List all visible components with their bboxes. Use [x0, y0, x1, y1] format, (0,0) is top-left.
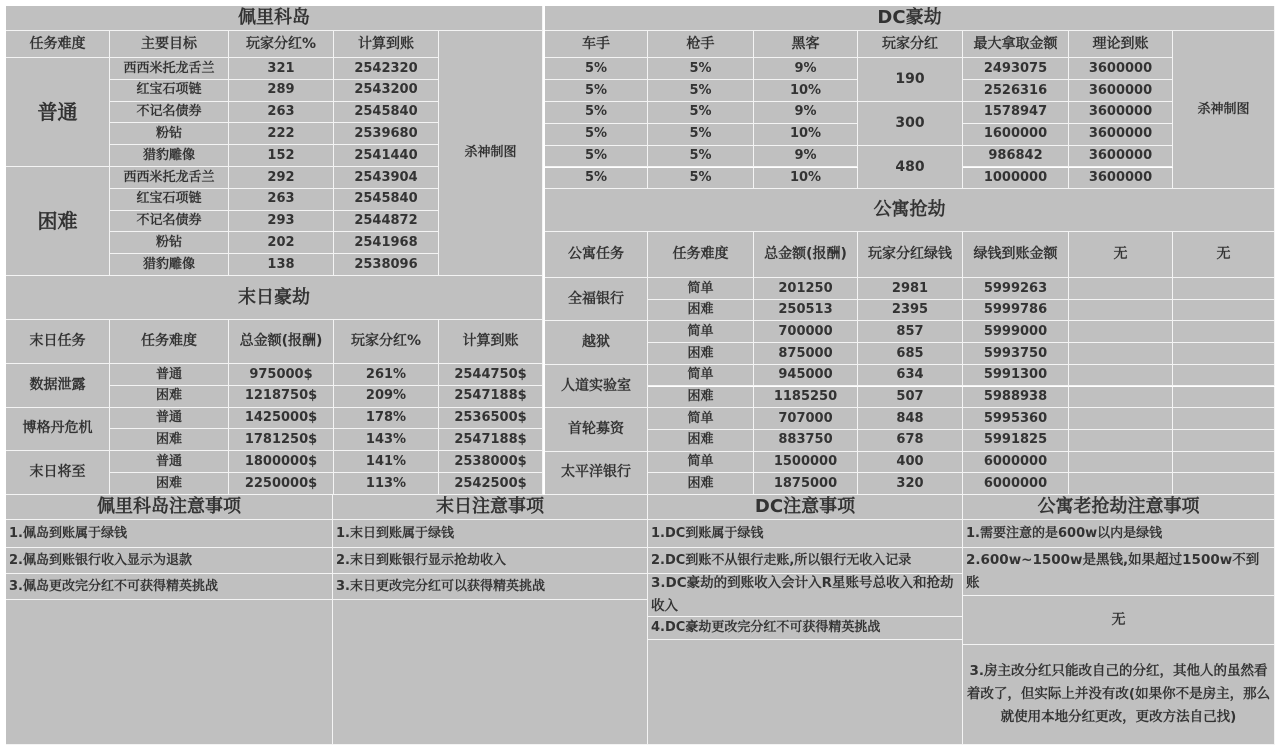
dc-header: 车手: [545, 31, 648, 58]
doomsday-title: 末日豪劫: [6, 276, 543, 320]
perico-amount: 2545840: [334, 102, 439, 124]
perico-target: 猎豹雕像: [110, 145, 229, 167]
apartment-mission: 首轮募资: [545, 408, 648, 451]
apartment-header: 无: [1173, 232, 1275, 278]
doomsday-total: 1800000$: [229, 451, 334, 473]
perico-title: 佩里科岛: [6, 6, 543, 31]
apartment-empty-cell: [1069, 473, 1173, 495]
note-item: 3.DC豪劫的到账收入会计入R星账号总收入和抢劫收入: [648, 574, 963, 617]
apartment-total: 700000: [754, 321, 858, 343]
dc-header: 黑客: [754, 31, 858, 58]
perico-amount: 2538096: [334, 254, 439, 276]
apartment-share: 320: [858, 473, 963, 495]
dc-gunner-cut: 5%: [648, 146, 754, 168]
doomsday-amount: 2536500$: [439, 408, 543, 430]
apartment-total: 707000: [754, 408, 858, 430]
doomsday-difficulty: 困难: [110, 386, 229, 408]
perico-pct: 293: [229, 211, 334, 233]
dc-gunner-cut: 5%: [648, 124, 754, 146]
doomsday-total: 2250000$: [229, 473, 334, 495]
dc-expected: 3600000: [1069, 124, 1173, 146]
apartment-share: 857: [858, 321, 963, 343]
dc-max-take: 986842: [963, 146, 1069, 168]
dc-driver-cut: 5%: [545, 80, 648, 102]
doomsday-difficulty: 困难: [110, 473, 229, 495]
apartment-green: 6000000: [963, 473, 1069, 495]
perico-pct: 321: [229, 58, 334, 80]
dc-driver-cut: 5%: [545, 168, 648, 190]
apartment-green: 5991825: [963, 430, 1069, 452]
dc-hacker-cut: 10%: [754, 124, 858, 146]
apartment-header: 任务难度: [648, 232, 754, 278]
dc-expected: 3600000: [1069, 146, 1173, 168]
note-item: 3.末日更改完分红可以获得精英挑战: [333, 574, 648, 600]
note-item: 3.房主改分红只能改自己的分红，其他人的虽然看着改了，但实际上并没有改(如果你不是房主，那么就使用本地分红更改，更改方法自己找): [963, 645, 1275, 745]
dc-hacker-cut: 10%: [754, 168, 858, 190]
note-item: 1.佩岛到账属于绿钱: [6, 520, 333, 548]
perico-difficulty: 困难: [6, 167, 110, 276]
dc-hacker-cut: 9%: [754, 146, 858, 168]
apartment-header: 绿钱到账金额: [963, 232, 1069, 278]
apartment-empty-cell: [1173, 321, 1275, 343]
apartment-difficulty: 简单: [648, 278, 754, 300]
perico-amount: 2545840: [334, 189, 439, 211]
dc-expected: 3600000: [1069, 168, 1173, 190]
apartment-empty-cell: [1069, 343, 1173, 365]
note-item: 1.末日到账属于绿钱: [333, 520, 648, 548]
notes-title: 公寓老抢劫注意事项: [963, 495, 1275, 520]
apartment-share: 634: [858, 365, 963, 387]
dc-header: 枪手: [648, 31, 754, 58]
perico-header: 玩家分红%: [229, 31, 334, 58]
dc-max-take: 2493075: [963, 58, 1069, 80]
perico-target: 红宝石项链: [110, 80, 229, 102]
apartment-total: 1500000: [754, 452, 858, 474]
apartment-green: 5991300: [963, 365, 1069, 387]
apartment-total: 1875000: [754, 473, 858, 495]
doomsday-difficulty: 普通: [110, 408, 229, 430]
doomsday-difficulty: 普通: [110, 451, 229, 473]
apartment-empty-cell: [1173, 365, 1275, 387]
apartment-mission: 越狱: [545, 321, 648, 364]
apartment-difficulty: 困难: [648, 430, 754, 452]
apartment-share: 2981: [858, 278, 963, 300]
apartment-empty-cell: [1173, 300, 1275, 322]
dc-hacker-cut: 9%: [754, 102, 858, 124]
dc-driver-cut: 5%: [545, 146, 648, 168]
apartment-mission: 太平洋银行: [545, 452, 648, 495]
doomsday-mission: 博格丹危机: [6, 408, 110, 452]
apartment-title: 公寓抢劫: [545, 189, 1275, 232]
perico-target: 不记名债券: [110, 102, 229, 124]
dc-max-take: 2526316: [963, 80, 1069, 102]
notes-title: 末日注意事项: [333, 495, 648, 520]
dc-hacker-cut: 9%: [754, 58, 858, 80]
perico-side-label: 杀神制图: [439, 31, 543, 276]
doomsday-header: 总金额(报酬): [229, 320, 334, 364]
doomsday-pct: 143%: [334, 429, 439, 451]
apartment-empty-cell: [1173, 278, 1275, 300]
dc-player-share: 190: [858, 58, 963, 102]
perico-pct: 138: [229, 254, 334, 276]
apartment-mission: 全福银行: [545, 278, 648, 321]
note-item: 无: [963, 596, 1275, 645]
apartment-empty-cell: [1069, 387, 1173, 409]
apartment-difficulty: 困难: [648, 473, 754, 495]
apartment-green: 5999786: [963, 300, 1069, 322]
perico-pct: 263: [229, 102, 334, 124]
perico-amount: 2541968: [334, 232, 439, 254]
notes-empty-area: [6, 600, 333, 745]
doomsday-mission: 数据泄露: [6, 364, 110, 408]
doomsday-amount: 2544750$: [439, 364, 543, 386]
doomsday-total: 975000$: [229, 364, 334, 386]
doomsday-header: 玩家分红%: [334, 320, 439, 364]
apartment-share: 848: [858, 408, 963, 430]
dc-driver-cut: 5%: [545, 102, 648, 124]
perico-pct: 289: [229, 80, 334, 102]
apartment-green: 5999263: [963, 278, 1069, 300]
dc-player-share: 480: [858, 146, 963, 190]
dc-hacker-cut: 10%: [754, 80, 858, 102]
doomsday-total: 1218750$: [229, 386, 334, 408]
apartment-empty-cell: [1173, 343, 1275, 365]
note-item: 2.末日到账银行显示抢劫收入: [333, 548, 648, 574]
apartment-empty-cell: [1173, 473, 1275, 495]
apartment-difficulty: 简单: [648, 452, 754, 474]
apartment-total: 883750: [754, 430, 858, 452]
perico-pct: 222: [229, 123, 334, 145]
notes-title: DC注意事项: [648, 495, 963, 520]
note-item: 1.需要注意的是600w以内是绿钱: [963, 520, 1275, 548]
apartment-empty-cell: [1173, 387, 1275, 409]
note-item: 4.DC豪劫更改完分红不可获得精英挑战: [648, 617, 963, 640]
perico-amount: 2541440: [334, 145, 439, 167]
notes-empty-area: [333, 600, 648, 745]
doomsday-pct: 261%: [334, 364, 439, 386]
doomsday-amount: 2542500$: [439, 473, 543, 495]
apartment-difficulty: 困难: [648, 387, 754, 409]
dc-side-label: 杀神制图: [1173, 31, 1275, 189]
doomsday-pct: 178%: [334, 408, 439, 430]
perico-target: 红宝石项链: [110, 189, 229, 211]
doomsday-header: 计算到账: [439, 320, 543, 364]
doomsday-difficulty: 困难: [110, 429, 229, 451]
dc-gunner-cut: 5%: [648, 102, 754, 124]
apartment-mission: 人道实验室: [545, 365, 648, 408]
apartment-empty-cell: [1069, 300, 1173, 322]
apartment-total: 250513: [754, 300, 858, 322]
apartment-share: 678: [858, 430, 963, 452]
apartment-total: 201250: [754, 278, 858, 300]
perico-amount: 2539680: [334, 123, 439, 145]
apartment-share: 507: [858, 387, 963, 409]
dc-player-share: 300: [858, 102, 963, 146]
apartment-difficulty: 简单: [648, 365, 754, 387]
apartment-empty-cell: [1069, 365, 1173, 387]
doomsday-amount: 2547188$: [439, 386, 543, 408]
apartment-difficulty: 困难: [648, 300, 754, 322]
doomsday-difficulty: 普通: [110, 364, 229, 386]
doomsday-pct: 141%: [334, 451, 439, 473]
note-item: 2.600w~1500w是黑钱,如果超过1500w不到账: [963, 548, 1275, 596]
perico-target: 西西米托龙舌兰: [110, 167, 229, 189]
apartment-empty-cell: [1069, 408, 1173, 430]
dc-header: 玩家分红: [858, 31, 963, 58]
dc-expected: 3600000: [1069, 58, 1173, 80]
note-item: 1.DC到账属于绿钱: [648, 520, 963, 548]
dc-expected: 3600000: [1069, 102, 1173, 124]
doomsday-total: 1425000$: [229, 408, 334, 430]
dc-title: DC豪劫: [545, 6, 1275, 31]
perico-amount: 2543200: [334, 80, 439, 102]
dc-gunner-cut: 5%: [648, 80, 754, 102]
perico-pct: 202: [229, 232, 334, 254]
apartment-total: 1185250: [754, 387, 858, 409]
dc-max-take: 1000000: [963, 168, 1069, 190]
doomsday-pct: 113%: [334, 473, 439, 495]
perico-amount: 2544872: [334, 211, 439, 233]
apartment-share: 685: [858, 343, 963, 365]
apartment-green: 5988938: [963, 387, 1069, 409]
apartment-total: 945000: [754, 365, 858, 387]
doomsday-pct: 209%: [334, 386, 439, 408]
perico-header: 任务难度: [6, 31, 110, 58]
perico-header: 计算到账: [334, 31, 439, 58]
apartment-green: 5995360: [963, 408, 1069, 430]
perico-target: 粉钻: [110, 232, 229, 254]
dc-expected: 3600000: [1069, 80, 1173, 102]
apartment-empty-cell: [1173, 452, 1275, 474]
doomsday-header: 任务难度: [110, 320, 229, 364]
apartment-header: 总金额(报酬): [754, 232, 858, 278]
apartment-empty-cell: [1069, 452, 1173, 474]
perico-pct: 152: [229, 145, 334, 167]
apartment-empty-cell: [1173, 430, 1275, 452]
dc-driver-cut: 5%: [545, 124, 648, 146]
notes-empty-area: [648, 640, 963, 745]
apartment-total: 875000: [754, 343, 858, 365]
apartment-share: 2395: [858, 300, 963, 322]
apartment-empty-cell: [1173, 408, 1275, 430]
doomsday-amount: 2538000$: [439, 451, 543, 473]
apartment-header: 无: [1069, 232, 1173, 278]
perico-difficulty: 普通: [6, 58, 110, 167]
perico-target: 不记名债券: [110, 211, 229, 233]
perico-amount: 2542320: [334, 58, 439, 80]
doomsday-mission: 末日将至: [6, 451, 110, 495]
perico-header: 主要目标: [110, 31, 229, 58]
apartment-empty-cell: [1069, 321, 1173, 343]
apartment-difficulty: 简单: [648, 321, 754, 343]
note-item: 2.佩岛到账银行收入显示为退款: [6, 548, 333, 574]
apartment-difficulty: 困难: [648, 343, 754, 365]
doomsday-amount: 2547188$: [439, 429, 543, 451]
perico-pct: 263: [229, 189, 334, 211]
perico-target: 粉钻: [110, 123, 229, 145]
apartment-difficulty: 简单: [648, 408, 754, 430]
notes-title: 佩里科岛注意事项: [6, 495, 333, 520]
dc-max-take: 1578947: [963, 102, 1069, 124]
apartment-green: 5993750: [963, 343, 1069, 365]
dc-gunner-cut: 5%: [648, 168, 754, 190]
doomsday-total: 1781250$: [229, 429, 334, 451]
perico-target: 西西米托龙舌兰: [110, 58, 229, 80]
dc-max-take: 1600000: [963, 124, 1069, 146]
dc-header: 最大拿取金额: [963, 31, 1069, 58]
apartment-share: 400: [858, 452, 963, 474]
dc-driver-cut: 5%: [545, 58, 648, 80]
dc-gunner-cut: 5%: [648, 58, 754, 80]
note-item: 3.佩岛更改完分红不可获得精英挑战: [6, 574, 333, 600]
perico-target: 猎豹雕像: [110, 254, 229, 276]
perico-amount: 2543904: [334, 167, 439, 189]
apartment-header: 玩家分红绿钱: [858, 232, 963, 278]
perico-pct: 292: [229, 167, 334, 189]
note-item: 2.DC到账不从银行走账,所以银行无收入记录: [648, 548, 963, 574]
apartment-empty-cell: [1069, 430, 1173, 452]
dc-header: 理论到账: [1069, 31, 1173, 58]
apartment-green: 5999000: [963, 321, 1069, 343]
apartment-green: 6000000: [963, 452, 1069, 474]
apartment-header: 公寓任务: [545, 232, 648, 278]
doomsday-header: 末日任务: [6, 320, 110, 364]
apartment-empty-cell: [1069, 278, 1173, 300]
